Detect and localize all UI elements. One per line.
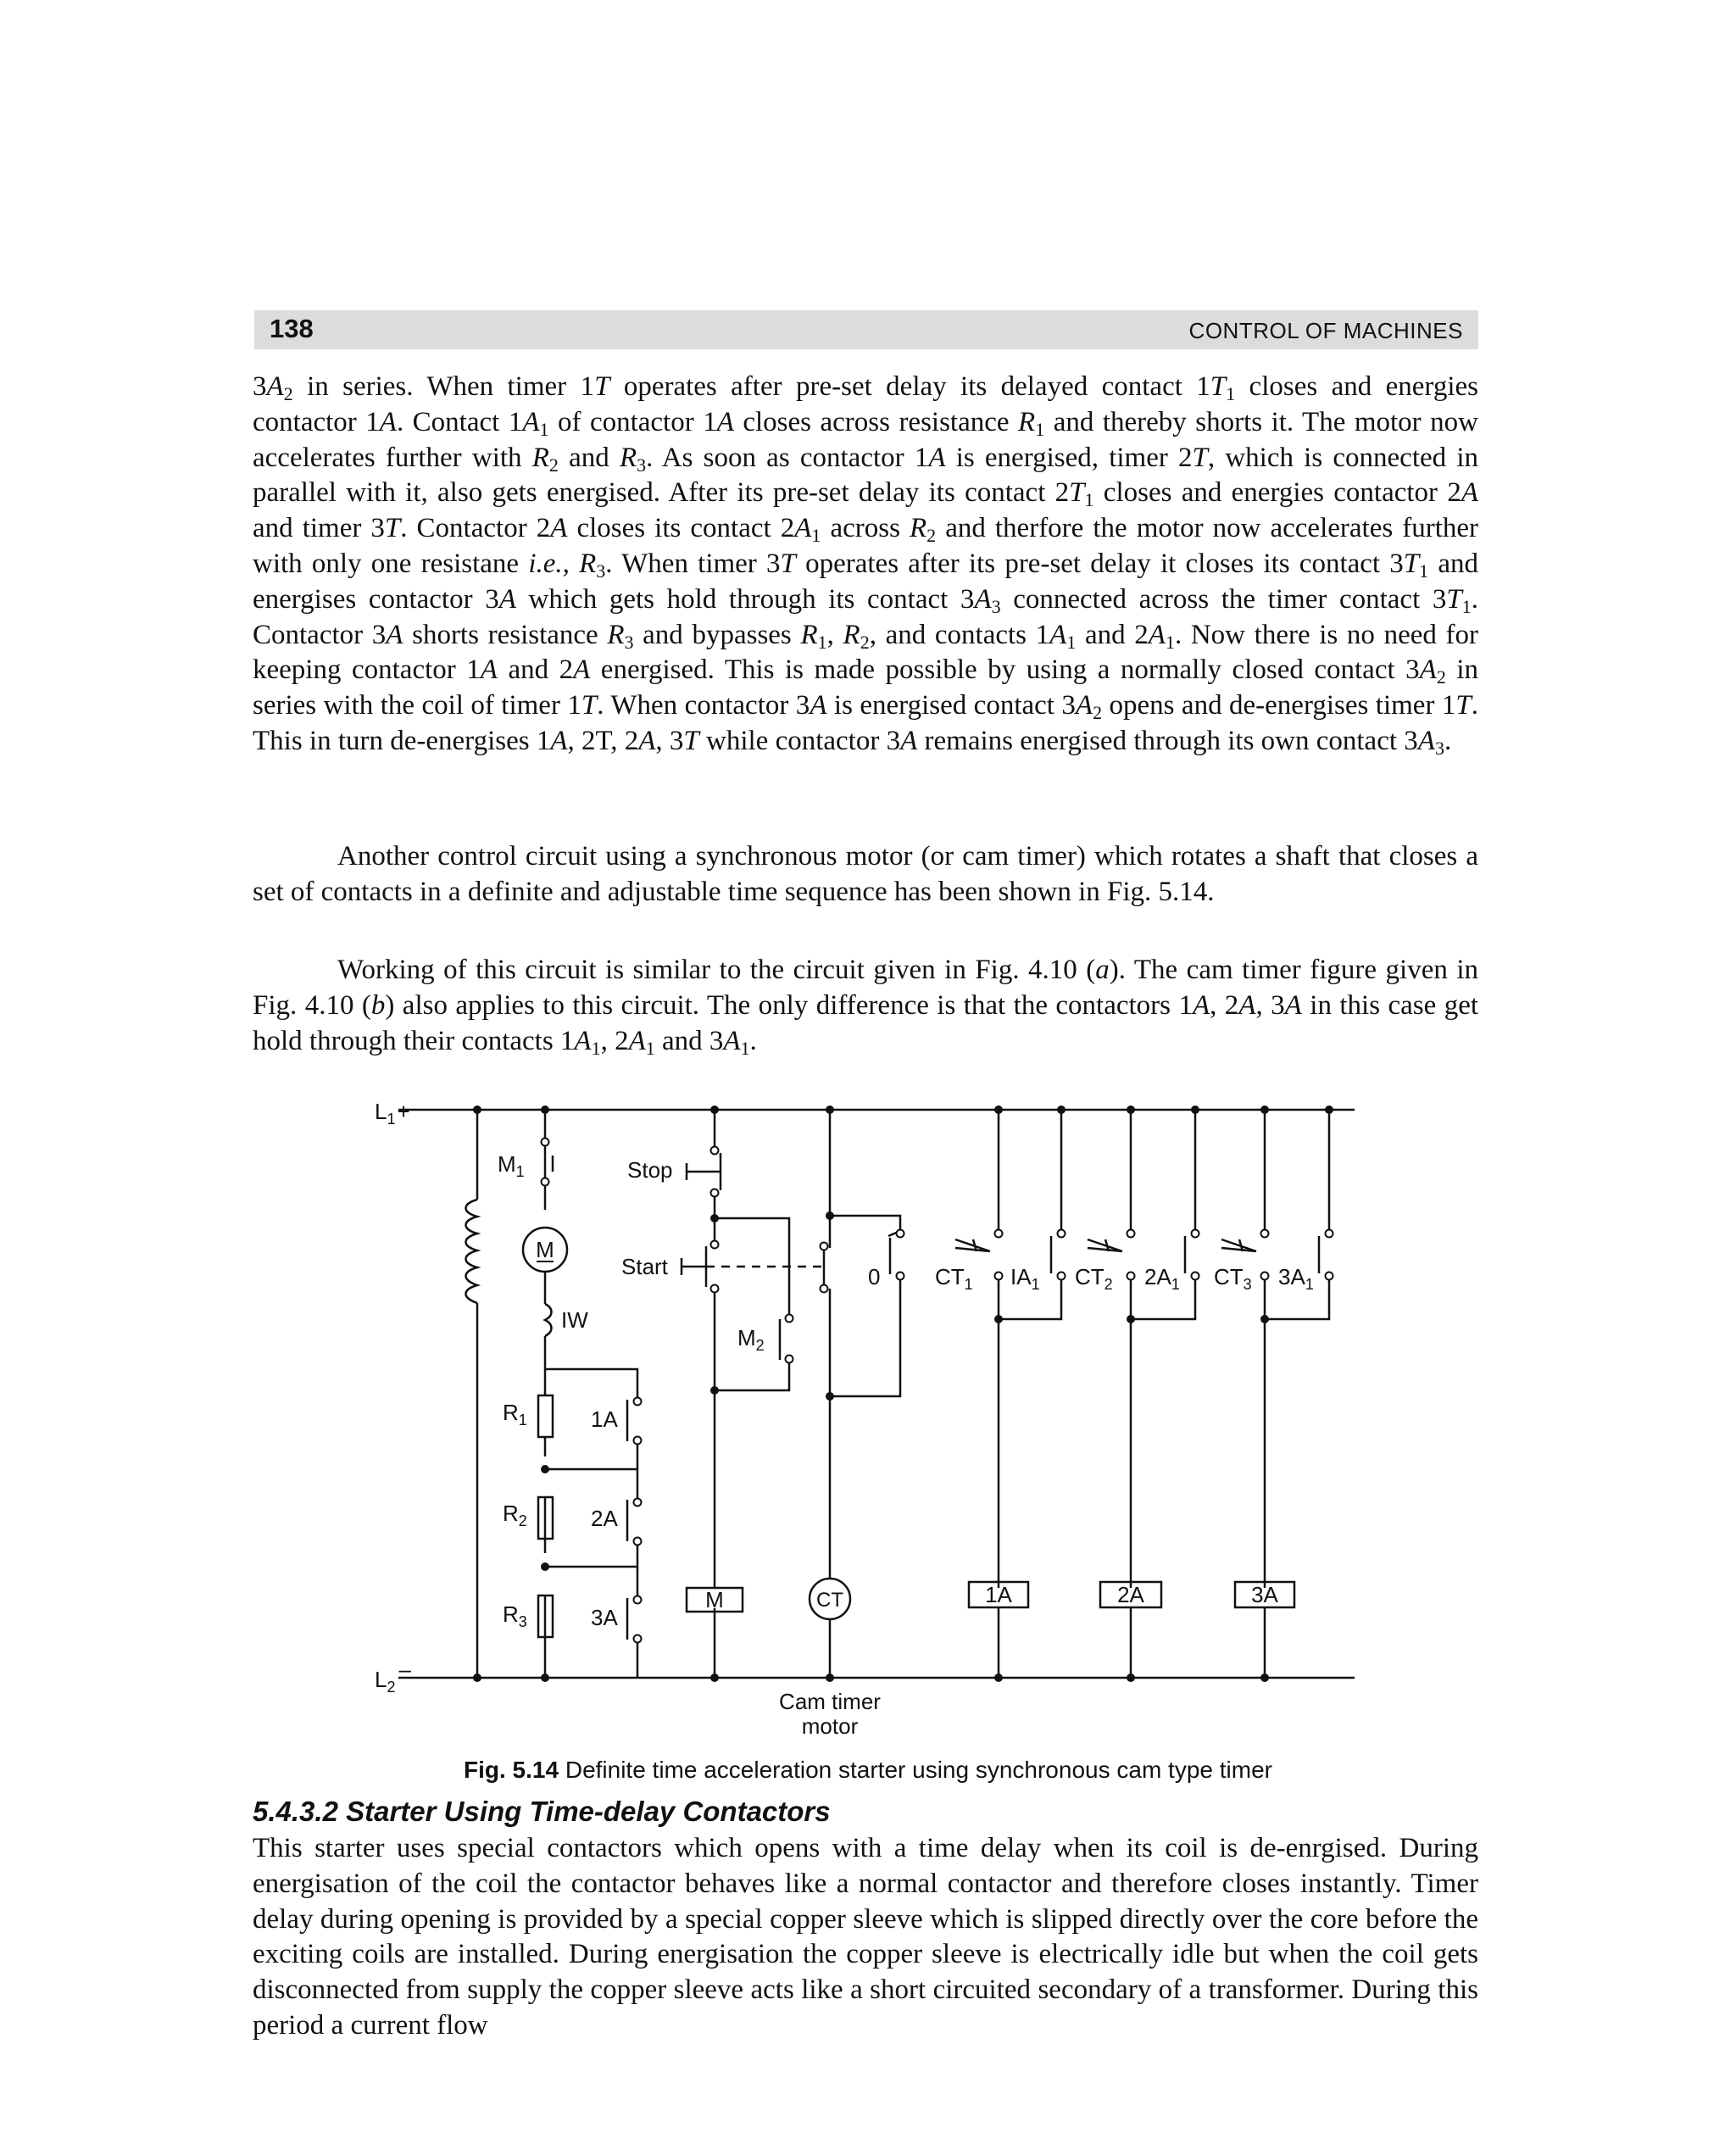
paragraph1-run: 1 xyxy=(1419,560,1429,582)
paragraph3-run: 1 xyxy=(645,1037,655,1059)
paragraph1-run: closes its contact 2 xyxy=(567,513,795,544)
section-heading: 5.4.3.2 Starter Using Time-delay Contactors xyxy=(253,1796,831,1827)
paragraph1-run: 1 xyxy=(539,418,549,440)
paragraph1-run: closes and energies contactor 1 xyxy=(253,371,1478,437)
paragraph1-run: is energised, timer 2 xyxy=(945,442,1193,473)
paragraph1-run: 2 xyxy=(860,631,870,653)
paragraph1-run: closes across resistance xyxy=(733,406,1019,437)
paragraph1-run: , and contacts 1 xyxy=(869,619,1050,650)
paragraph1-run: . Contactor 3 xyxy=(253,583,1478,650)
paragraph1-run: and xyxy=(558,442,620,473)
paragraph1-run: 3 xyxy=(1434,737,1444,759)
paragraph1-run: A xyxy=(573,654,591,686)
wires xyxy=(398,1110,1355,1678)
label-r1: $R_1$ xyxy=(503,1400,527,1428)
paragraph1-run: 1 xyxy=(817,631,827,653)
paragraph1-run: A xyxy=(1075,690,1093,721)
label-contact-1a: 1A xyxy=(591,1406,618,1432)
paragraph1-run: and 2 xyxy=(497,654,574,686)
paragraph1-run: A xyxy=(550,725,568,756)
paragraph3-run: 1 xyxy=(591,1037,601,1059)
paragraph3-run: A xyxy=(1284,989,1302,1021)
paragraph1-run: . Contactor 2 xyxy=(400,513,551,544)
paragraph1-run: T xyxy=(594,371,610,402)
paragraph1-run: R xyxy=(1018,406,1036,437)
label-coil-m: M xyxy=(705,1587,724,1612)
diagram-labels xyxy=(375,1099,1314,1739)
paragraph-time-delay-contactors xyxy=(253,1831,1478,2044)
label-contact-2a: 2A xyxy=(591,1506,618,1531)
label-coil-3a: 3A xyxy=(1251,1582,1278,1607)
paragraph1-run: and 2 xyxy=(1076,619,1149,650)
paragraph1-run: T xyxy=(384,513,401,544)
paragraph3-run: ). The cam timer figure given in Fig. 4.10 ( xyxy=(253,955,1478,1021)
paragraph1-run: A xyxy=(379,406,397,437)
label-l2: $L_2-$ xyxy=(375,1657,411,1696)
label-cam-timer: Cam timer xyxy=(779,1689,881,1714)
paragraph1-run: , xyxy=(826,619,843,650)
paragraph1-run: and timer 3 xyxy=(253,513,385,544)
paragraph1-run: A xyxy=(928,442,946,473)
paragraph1-run: 2 xyxy=(926,525,937,547)
paragraph1-run: A xyxy=(900,725,918,756)
paragraph1-run: 2 xyxy=(548,454,559,476)
paragraph1-run: 3 xyxy=(624,631,634,653)
label-stop: Stop xyxy=(627,1157,673,1183)
paragraph1-run: A xyxy=(1417,725,1435,756)
paragraph1-run: A xyxy=(810,690,827,721)
label-contact-3a: 3A xyxy=(591,1605,618,1630)
paragraph3-run: , 2 xyxy=(1210,989,1239,1021)
paragraph1-run: operates after pre-set delay its delayed contact 1 xyxy=(609,371,1210,402)
interpole-winding xyxy=(545,1304,552,1336)
paragraph1-run: A xyxy=(386,619,403,650)
paragraph1-run: operates after its pre-set delay it closes its contact 3 xyxy=(795,548,1404,579)
shunt-field-coil xyxy=(466,1200,478,1303)
paragraph1-run: which gets hold through its contact 3 xyxy=(515,583,975,615)
label-r2: $R_2$ xyxy=(503,1501,527,1529)
paragraph1-run: 2 xyxy=(1093,702,1103,724)
paragraph3-run: in this case get hold through their contacts 1 xyxy=(253,989,1479,1056)
figure-caption-text: Definite time acceleration starter using synchronous cam type timer xyxy=(559,1757,1272,1783)
paragraph1-run: 2 xyxy=(283,383,293,404)
m1-contact xyxy=(545,1144,553,1180)
paragraph1-run: 1 xyxy=(1226,383,1236,404)
paragraph1-run: 1 xyxy=(1084,489,1094,511)
label-m1: $M_1$ xyxy=(498,1151,525,1180)
paragraph1-run: A xyxy=(480,654,498,686)
label-cam-motor: motor xyxy=(801,1713,859,1739)
paragraph1-run: 3 xyxy=(596,560,606,582)
paragraph1-run: opens and de-energises timer 1 xyxy=(1102,690,1456,721)
paragraph1-run: T xyxy=(581,690,598,721)
label-m2: $M_2$ xyxy=(737,1325,765,1354)
paragraph1-run: A xyxy=(1049,619,1067,650)
label-3a1: $3A_1$ xyxy=(1278,1264,1314,1293)
paragraph1-run: T xyxy=(1455,690,1472,721)
running-head-title: CONTROL OF MACHINES xyxy=(1188,318,1463,343)
label-ia1: $IA_1$ xyxy=(1010,1264,1040,1293)
paragraph1-run: T xyxy=(1446,583,1462,615)
paragraph1-run: and energises contactor 3 xyxy=(253,548,1479,615)
paragraph1-run: R xyxy=(607,619,625,650)
label-coil-1a: 1A xyxy=(985,1582,1012,1607)
paragraph3-run: 1 xyxy=(740,1037,750,1059)
paragraph1-run: . Now there is no need for keeping contactor 1 xyxy=(253,619,1478,686)
paragraph1-run: A xyxy=(716,406,734,437)
paragraph1-run: shorts resistance xyxy=(403,619,608,650)
paragraph1-run: 2 xyxy=(1436,666,1446,688)
label-zero: 0 xyxy=(868,1264,881,1289)
paragraph1-run: R xyxy=(800,619,818,650)
label-ct2: $CT_2$ xyxy=(1075,1264,1113,1293)
label-ct1: $CT_1$ xyxy=(935,1264,973,1293)
paragraph1-run: , 3 xyxy=(655,725,684,756)
paragraph3-run: , 2 xyxy=(600,1025,629,1056)
paragraph3-run: b xyxy=(370,989,386,1021)
label-2a1: $2A_1$ xyxy=(1144,1264,1180,1293)
label-l1: $L_1+$ xyxy=(375,1099,410,1128)
paragraph3-run: ) also applies to this circuit. The only difference is that the contactors 1 xyxy=(385,989,1193,1021)
paragraph1-run: T xyxy=(1069,477,1085,509)
label-iw: IW xyxy=(561,1307,588,1333)
paragraph1-run: . When timer 3 xyxy=(605,548,781,579)
paragraph1-run: R xyxy=(843,619,860,650)
paragraph1-run: . xyxy=(1444,725,1452,756)
paragraph1-run: 3 xyxy=(637,454,647,476)
paragraph1-run: A xyxy=(498,583,516,615)
paragraph1-run: 3 xyxy=(991,595,1001,617)
paragraph1-run: 3 xyxy=(253,371,267,402)
paragraph1-run: A xyxy=(1419,654,1437,686)
paragraph1-run: in series. When timer 1 xyxy=(292,371,595,402)
paragraph1-run: 1 xyxy=(1461,595,1472,617)
paragraph1-run: connected across the timer contact 3 xyxy=(1000,583,1447,615)
paragraph1-run: across xyxy=(821,513,910,544)
contact-terminals xyxy=(542,1139,1333,1643)
paragraph1-run: , which is connected in parallel with it, also gets energised. After its pre-set delay its contact 2 xyxy=(253,442,1479,509)
paragraph1-run: remains energised through its own contact 3 xyxy=(917,725,1418,756)
paragraph1-run: A xyxy=(794,513,812,544)
paragraph1-run: 1 xyxy=(1165,631,1175,653)
paragraph3-run: a xyxy=(1095,955,1110,985)
label-coil-2a: 2A xyxy=(1117,1582,1144,1607)
figure-caption xyxy=(0,1757,1736,1784)
paragraph1-run: T xyxy=(1210,371,1227,402)
paragraph3-run: Working of this circuit is similar to the circuit given in Fig. 4.10 ( xyxy=(337,955,1096,985)
m2-hold-branch xyxy=(715,1218,789,1390)
paragraph1-run: . When contactor 3 xyxy=(597,690,810,721)
paragraph1-run: A xyxy=(1461,477,1478,509)
paragraph1-run: T xyxy=(1192,442,1208,473)
paragraph3-run: and 3 xyxy=(654,1025,724,1056)
paragraph1-run: T xyxy=(683,725,699,756)
paragraph3-run: . xyxy=(749,1025,757,1056)
start-button xyxy=(682,1246,706,1287)
paragraph1-run: A xyxy=(638,725,656,756)
ct1-ia1-contacts xyxy=(955,1236,1051,1273)
paragraph1-run: A xyxy=(266,371,284,402)
paragraph1-run: A xyxy=(1148,619,1166,650)
figure-number: Fig. 5.14 xyxy=(464,1757,559,1783)
paragraph1-run: 1 xyxy=(811,525,821,547)
label-coil-ct: CT xyxy=(816,1589,843,1612)
paragraph4-run: This starter uses special contactors which opens with a time delay when its coil is de-enrgised. During energisation of the coil the contactor behaves like a normal contactor and therefore closes instantly. Timer delay during opening is provided by a special copper sleeve which is slipped directly over the core before the exciting coils are installed. During energisation the copper sleeve is electrically idle but when the coil gets disconnected from supply the copper sleeve acts like a short circuited secondary of a transformer. During this period a current flow xyxy=(253,1833,1478,2041)
paragraph1-run: A xyxy=(522,406,540,437)
paragraph1-run: T xyxy=(1403,548,1420,579)
paragraph1-run: . Contact 1 xyxy=(396,406,523,437)
r1-resistor xyxy=(538,1395,553,1437)
paragraph1-run: and therfore the motor now accelerates further with only one resistane xyxy=(253,513,1479,579)
paragraph1-run: energised. This is made possible by using a normally closed contact 3 xyxy=(590,654,1420,686)
paragraph3-run: A xyxy=(574,1025,592,1056)
paragraph1-run: of contactor 1 xyxy=(548,406,717,437)
paragraph1-run: T xyxy=(780,548,796,579)
label-r3: $R_3$ xyxy=(503,1601,527,1630)
label-ct3: $CT_3$ xyxy=(1214,1264,1252,1293)
paragraph1-run: R xyxy=(579,548,597,579)
paragraph1-run: and thereby shorts it. The motor now accelerates further with xyxy=(253,406,1478,473)
paragraph1-run: while contactor 3 xyxy=(698,725,901,756)
label-start: Start xyxy=(621,1254,668,1279)
paragraph1-run: closes and energies contactor 2 xyxy=(1093,477,1461,509)
paragraph3-run: , 3 xyxy=(1255,989,1285,1021)
paragraph1-run: , 2T, 2 xyxy=(567,725,639,756)
stop-button xyxy=(687,1153,721,1190)
paragraph1-run: R xyxy=(619,442,637,473)
paragraph3-run: A xyxy=(628,1025,646,1056)
paragraph2-run: Another control circuit using a synchronous motor (or cam timer) which rotates a shaft that closes a set of contacts in a definite and adjustable time sequence has been shown in Fig. 5.14. xyxy=(253,841,1478,907)
page-number: 138 xyxy=(270,314,314,343)
paragraph1-run: A xyxy=(550,513,568,544)
paragraph3-run: A xyxy=(723,1025,741,1056)
paragraph3-run: A xyxy=(1192,989,1210,1021)
paragraph1-run: i.e., xyxy=(528,548,570,579)
paragraph1-run: 1 xyxy=(1066,631,1077,653)
label-motor: M xyxy=(536,1237,554,1262)
paragraph1-run: . As soon as contactor 1 xyxy=(646,442,929,473)
paragraph1-run: A xyxy=(974,583,992,615)
paragraph1-run: . This in turn de-energises 1 xyxy=(253,690,1478,756)
paragraph1-run: 1 xyxy=(1035,418,1045,440)
paragraph1-run: and bypasses xyxy=(633,619,801,650)
paragraph1-run: in series with the coil of timer 1 xyxy=(253,654,1479,721)
paragraph1-run: R xyxy=(531,442,549,473)
paragraph1-run: R xyxy=(909,513,927,544)
paragraph3-run: A xyxy=(1238,989,1256,1021)
junction-dots xyxy=(473,1105,1333,1682)
paragraph1-run: is energised contact 3 xyxy=(826,690,1076,721)
